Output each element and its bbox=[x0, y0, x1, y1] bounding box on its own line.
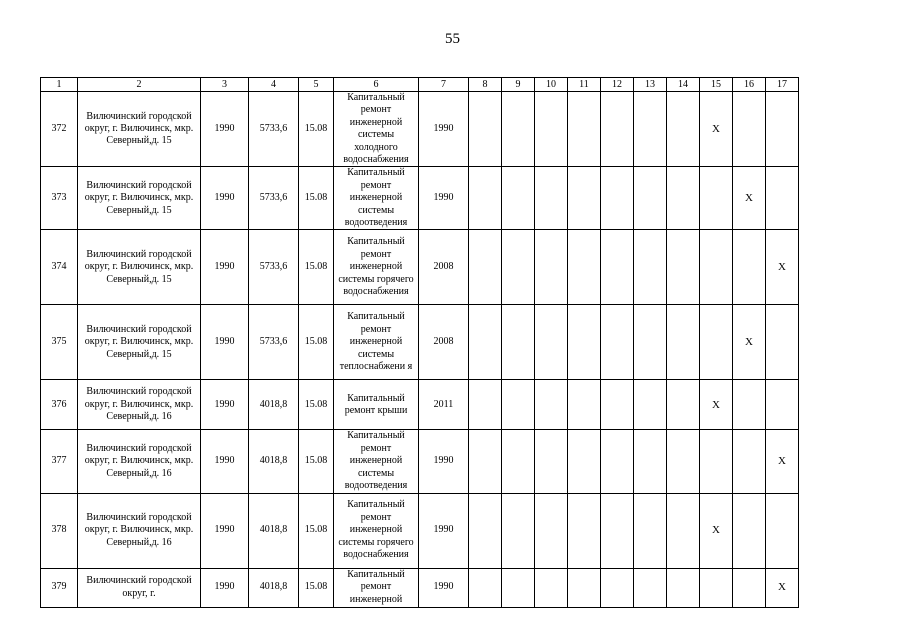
last-repair-cell: 1990 bbox=[419, 167, 469, 230]
table-row bbox=[41, 230, 799, 305]
row-number: 377 bbox=[41, 430, 78, 493]
work-cell: Капитальный ремонт инженерной bbox=[334, 568, 419, 607]
empty-cell bbox=[634, 230, 667, 305]
code-cell: 15.08 bbox=[299, 92, 334, 167]
work-cell: Капитальный ремонт инженерной системы горячего водоснабжения bbox=[334, 230, 419, 305]
column-header: 17 bbox=[766, 78, 799, 92]
last-repair-cell: 1990 bbox=[419, 92, 469, 167]
column-header: 1 bbox=[41, 78, 78, 92]
column-header: 16 bbox=[733, 78, 766, 92]
mark-cell-15: Х bbox=[700, 380, 733, 430]
code-cell: 15.08 bbox=[299, 230, 334, 305]
mark-cell-17 bbox=[766, 167, 799, 230]
empty-cell bbox=[634, 380, 667, 430]
empty-cell bbox=[568, 305, 601, 380]
empty-cell bbox=[667, 230, 700, 305]
mark-cell-16 bbox=[733, 430, 766, 493]
column-header: 8 bbox=[469, 78, 502, 92]
address-cell: Вилючинский городской округ, г. Вилючинск, мкр. Северный,д. 15 bbox=[78, 305, 201, 380]
mark-cell-16 bbox=[733, 92, 766, 167]
empty-cell bbox=[535, 167, 568, 230]
empty-cell bbox=[502, 167, 535, 230]
code-cell: 15.08 bbox=[299, 305, 334, 380]
column-header: 7 bbox=[419, 78, 469, 92]
address-cell: Вилючинский городской округ, г. Вилючинск, мкр. Северный,д. 16 bbox=[78, 493, 201, 568]
row-number: 375 bbox=[41, 305, 78, 380]
mark-cell-15: Х bbox=[700, 92, 733, 167]
empty-cell bbox=[634, 305, 667, 380]
mark-cell-15 bbox=[700, 167, 733, 230]
area-cell: 4018,8 bbox=[249, 568, 299, 607]
empty-cell bbox=[634, 493, 667, 568]
empty-cell bbox=[535, 380, 568, 430]
table-row bbox=[41, 493, 799, 568]
table-row bbox=[41, 305, 799, 380]
empty-cell bbox=[535, 92, 568, 167]
last-repair-cell: 1990 bbox=[419, 430, 469, 493]
row-number: 373 bbox=[41, 167, 78, 230]
empty-cell bbox=[601, 380, 634, 430]
empty-cell bbox=[568, 430, 601, 493]
empty-cell bbox=[502, 430, 535, 493]
work-cell: Капитальный ремонт инженерной системы водоотведения bbox=[334, 167, 419, 230]
empty-cell bbox=[535, 568, 568, 607]
area-cell: 4018,8 bbox=[249, 430, 299, 493]
empty-cell bbox=[667, 568, 700, 607]
address-cell: Вилючинский городской округ, г. Вилючинск, мкр. Северный,д. 15 bbox=[78, 92, 201, 167]
address-cell: Вилючинский городской округ, г. bbox=[78, 568, 201, 607]
work-cell: Капитальный ремонт инженерной системы горячего водоснабжения bbox=[334, 493, 419, 568]
empty-cell bbox=[601, 568, 634, 607]
mark-cell-17 bbox=[766, 305, 799, 380]
column-header: 13 bbox=[634, 78, 667, 92]
empty-cell bbox=[502, 380, 535, 430]
year-cell: 1990 bbox=[201, 493, 249, 568]
mark-cell-15 bbox=[700, 230, 733, 305]
empty-cell bbox=[568, 92, 601, 167]
mark-cell-15 bbox=[700, 430, 733, 493]
work-cell: Капитальный ремонт инженерной системы водоотведения bbox=[334, 430, 419, 493]
address-cell: Вилючинский городской округ, г. Вилючинск, мкр. Северный,д. 15 bbox=[78, 167, 201, 230]
table-row bbox=[41, 430, 799, 493]
empty-cell bbox=[502, 230, 535, 305]
empty-cell bbox=[535, 430, 568, 493]
empty-cell bbox=[568, 167, 601, 230]
empty-cell bbox=[469, 167, 502, 230]
area-cell: 4018,8 bbox=[249, 380, 299, 430]
code-cell: 15.08 bbox=[299, 430, 334, 493]
last-repair-cell: 1990 bbox=[419, 568, 469, 607]
empty-cell bbox=[469, 493, 502, 568]
year-cell: 1990 bbox=[201, 167, 249, 230]
column-header: 9 bbox=[502, 78, 535, 92]
empty-cell bbox=[568, 230, 601, 305]
empty-cell bbox=[601, 230, 634, 305]
page-number: 55 bbox=[445, 31, 460, 47]
area-cell: 5733,6 bbox=[249, 92, 299, 167]
empty-cell bbox=[469, 305, 502, 380]
empty-cell bbox=[502, 305, 535, 380]
empty-cell bbox=[601, 92, 634, 167]
empty-cell bbox=[667, 92, 700, 167]
mark-cell-17 bbox=[766, 380, 799, 430]
empty-cell bbox=[601, 167, 634, 230]
empty-cell bbox=[568, 493, 601, 568]
empty-cell bbox=[469, 568, 502, 607]
column-header: 2 bbox=[78, 78, 201, 92]
column-header: 15 bbox=[700, 78, 733, 92]
empty-cell bbox=[535, 230, 568, 305]
empty-cell bbox=[535, 305, 568, 380]
empty-cell bbox=[667, 380, 700, 430]
empty-cell bbox=[469, 430, 502, 493]
mark-cell-16 bbox=[733, 568, 766, 607]
empty-cell bbox=[469, 230, 502, 305]
area-cell: 5733,6 bbox=[249, 305, 299, 380]
empty-cell bbox=[469, 92, 502, 167]
empty-cell bbox=[601, 305, 634, 380]
code-cell: 15.08 bbox=[299, 167, 334, 230]
mark-cell-15 bbox=[700, 305, 733, 380]
empty-cell bbox=[601, 493, 634, 568]
address-cell: Вилючинский городской округ, г. Вилючинск, мкр. Северный,д. 16 bbox=[78, 430, 201, 493]
empty-cell bbox=[601, 430, 634, 493]
code-cell: 15.08 bbox=[299, 568, 334, 607]
column-header: 12 bbox=[601, 78, 634, 92]
last-repair-cell: 2011 bbox=[419, 380, 469, 430]
mark-cell-15 bbox=[700, 568, 733, 607]
work-cell: Капитальный ремонт инженерной системы теплоснабжени я bbox=[334, 305, 419, 380]
address-cell: Вилючинский городской округ, г. Вилючинск, мкр. Северный,д. 15 bbox=[78, 230, 201, 305]
mark-cell-17 bbox=[766, 92, 799, 167]
empty-cell bbox=[667, 167, 700, 230]
code-cell: 15.08 bbox=[299, 493, 334, 568]
row-number: 372 bbox=[41, 92, 78, 167]
last-repair-cell: 2008 bbox=[419, 305, 469, 380]
mark-cell-16: Х bbox=[733, 305, 766, 380]
year-cell: 1990 bbox=[201, 430, 249, 493]
empty-cell bbox=[568, 568, 601, 607]
last-repair-cell: 1990 bbox=[419, 493, 469, 568]
year-cell: 1990 bbox=[201, 230, 249, 305]
column-header: 10 bbox=[535, 78, 568, 92]
column-header: 5 bbox=[299, 78, 334, 92]
empty-cell bbox=[634, 92, 667, 167]
area-cell: 4018,8 bbox=[249, 493, 299, 568]
mark-cell-16 bbox=[733, 493, 766, 568]
mark-cell-17: Х bbox=[766, 568, 799, 607]
table-row bbox=[41, 92, 799, 167]
header-row bbox=[41, 78, 799, 92]
column-header: 4 bbox=[249, 78, 299, 92]
empty-cell bbox=[667, 430, 700, 493]
mark-cell-16 bbox=[733, 230, 766, 305]
row-number: 379 bbox=[41, 568, 78, 607]
empty-cell bbox=[502, 92, 535, 167]
table-row bbox=[41, 568, 799, 607]
empty-cell bbox=[667, 493, 700, 568]
year-cell: 1990 bbox=[201, 305, 249, 380]
year-cell: 1990 bbox=[201, 92, 249, 167]
work-cell: Капитальный ремонт крыши bbox=[334, 380, 419, 430]
row-number: 378 bbox=[41, 493, 78, 568]
mark-cell-17: Х bbox=[766, 230, 799, 305]
area-cell: 5733,6 bbox=[249, 167, 299, 230]
column-header: 11 bbox=[568, 78, 601, 92]
mark-cell-16 bbox=[733, 380, 766, 430]
row-number: 374 bbox=[41, 230, 78, 305]
empty-cell bbox=[634, 430, 667, 493]
column-header: 14 bbox=[667, 78, 700, 92]
empty-cell bbox=[568, 380, 601, 430]
table-row bbox=[41, 167, 799, 230]
empty-cell bbox=[634, 568, 667, 607]
empty-cell bbox=[502, 493, 535, 568]
empty-cell bbox=[502, 568, 535, 607]
mark-cell-15: Х bbox=[700, 493, 733, 568]
row-number: 376 bbox=[41, 380, 78, 430]
mark-cell-17: Х bbox=[766, 430, 799, 493]
empty-cell bbox=[634, 167, 667, 230]
mark-cell-16: Х bbox=[733, 167, 766, 230]
code-cell: 15.08 bbox=[299, 380, 334, 430]
address-cell: Вилючинский городской округ, г. Вилючинск, мкр. Северный,д. 16 bbox=[78, 380, 201, 430]
area-cell: 5733,6 bbox=[249, 230, 299, 305]
empty-cell bbox=[469, 380, 502, 430]
table-row bbox=[41, 380, 799, 430]
last-repair-cell: 2008 bbox=[419, 230, 469, 305]
year-cell: 1990 bbox=[201, 380, 249, 430]
empty-cell bbox=[667, 305, 700, 380]
mark-cell-17 bbox=[766, 493, 799, 568]
data-table bbox=[40, 77, 799, 608]
year-cell: 1990 bbox=[201, 568, 249, 607]
column-header: 6 bbox=[334, 78, 419, 92]
column-header: 3 bbox=[201, 78, 249, 92]
empty-cell bbox=[535, 493, 568, 568]
work-cell: Капитальный ремонт инженерной системы холодного водоснабжения bbox=[334, 92, 419, 167]
